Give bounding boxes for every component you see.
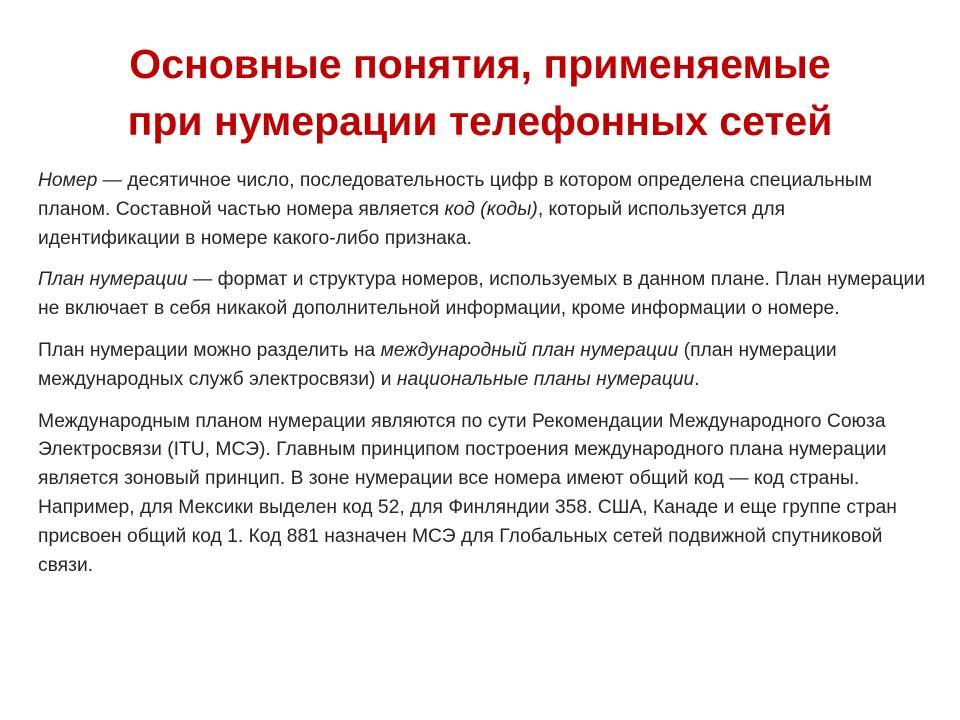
paragraph-number-definition xyxy=(38,167,928,253)
paragraph-text: План нумерации можно разделить на xyxy=(38,339,381,361)
paragraph-international-plan-details xyxy=(38,408,928,581)
paragraph-text: . xyxy=(694,368,700,390)
title-line-1: Основные понятия, применяемые xyxy=(129,41,831,87)
term-international-plan: международный план нумерации xyxy=(380,339,679,361)
paragraph-text: — формат и структура номеров, используемых в данном плане. План нумерации не включает в себя никакой дополнительной информации, кроме информации о номере. xyxy=(38,269,926,320)
title-line-2: при нумерации телефонных сетей xyxy=(127,98,833,144)
term-numbering-plan: План нумерации xyxy=(38,269,188,291)
term-code: код (коды) xyxy=(444,198,538,220)
paragraph-text: , который используется для идентификации в номере какого-либо признака. xyxy=(38,198,786,249)
term-number: Номер xyxy=(38,170,98,191)
paragraph-text: — десятичное число, последовательность цифр в котором определена специальным планом. Составной частью номера является xyxy=(38,170,873,220)
paragraph-text: (план нумерации международных служб электросвязи) и xyxy=(38,339,837,390)
term-national-plans: национальные планы нумерации xyxy=(396,368,695,390)
slide-body xyxy=(38,167,928,593)
paragraph-numbering-plan-definition xyxy=(38,266,928,324)
paragraph-plan-types xyxy=(38,337,928,395)
slide-title xyxy=(20,36,940,150)
paragraph-text: Международным планом нумерации являются по сути Рекомендации Международного Союза Электросвязи (ITU, МСЭ). Главным принципом построения международного плана нумерации является зоновый принцип. В зоне нумерации все номера имеют общий код — код страны. Например, для Мексики выделен код 52, для Финляндии 358. США, Канаде и еще группе стран присвоен общий код 1. Код 881 назначен МСЭ для Глобальных сетей подвижной спутниковой связи. xyxy=(38,410,897,576)
